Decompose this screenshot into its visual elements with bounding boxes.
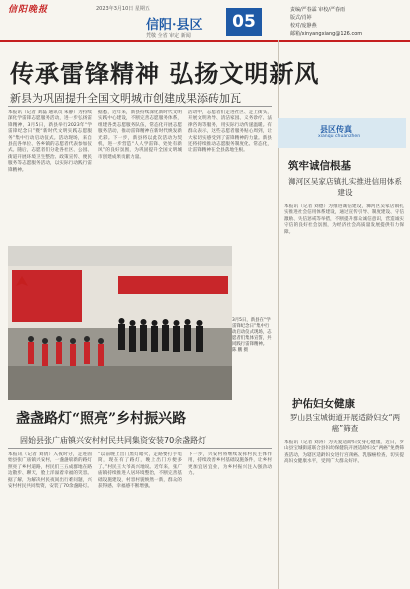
second-column-3: 下一步，兴安村将继续发挥村民主体作用，持续改善乡村基础设施条件，让乡村更加宜居宜业，为乡村振兴注入强劲动力。	[188, 452, 272, 477]
second-headline: 盏盏路灯“照亮”乡村振兴路	[16, 411, 187, 427]
page-header	[0, 0, 410, 42]
photo-caption: 3月5日，新县在“学雷锋纪念日”集中行动启动仪式现场，志愿者们集体宣誓，共同践行雷锋精神。 陈 鹏 摄	[232, 318, 272, 353]
sidebar-story2-headline: 护佑妇女健康	[292, 398, 355, 410]
sidebar-story1-body: 本报讯（记者 刘德）为推进诚信建设，浉河区吴家店镇扎实推进社会信用体系建设，通过宣传引导、制度建设、守信激励、失信惩戒等举措，不断提升群众诚信意识，营造诚实守信的良好社会氛围，为经济社会高质量发展提供有力保障。	[284, 204, 404, 235]
second-subhead: 固始县张广庙镇兴安村村民共同集资安装70余盏路灯	[20, 436, 207, 445]
lead-subhead: 新县为巩固提升全国文明城市创建成果添砖加瓦	[10, 92, 241, 105]
lead-column-3: 活动中，志愿者们走进社区、走上街头，开展文明劝导、清洁家园、义务诊疗、法律咨询等服务，用实际行动传递温暖。有群众表示，这些志愿者服务贴心周到，让大家切实感受到了雷锋精神的力量。新县还将持续推动志愿服务制度化、常态化，让雷锋精神在全县落地生根。	[188, 110, 272, 154]
divider	[8, 448, 272, 449]
sidebar-story2-subhead: 罗山县宝城街道开展适龄妇女“两癌”筛查	[289, 413, 401, 433]
lead-column-2: 据悉，近年来，新县持续深化新时代文明实践中心建设，不断完善志愿服务体系，组建各类志愿服务队伍，常态化开展志愿服务活动，推动雷锋精神在新时代焕发新光彩。下一步，新县将以此次活动为契机，进一步营造“人人学雷锋、处处有新风”的良好氛围，为巩固提升全国文明城市创建成果贡献力量。	[98, 110, 182, 160]
divider	[8, 106, 272, 107]
sidebar-story1-headline: 筑牢诚信根基	[288, 160, 351, 172]
sidebar-banner-subtitle: xianqu chuanzhen	[318, 134, 361, 139]
second-column-1: 本报讯（记者 刘倩）入夜时分，走进固始县张广庙镇兴安村，一盏盏崭新的路灯照亮了乡村道路，村民们三五成群地在路边散步、聊天，脸上洋溢着幸福的笑容。据了解，为解决村民夜间出行难问题，兴安村村民共同集资，安装了70余盏路灯。	[8, 452, 92, 490]
sidebar-story2-body: 本报讯（记者 刘涛）为关爱适龄妇女身心健康，近日，罗山县宝城街道联合县妇幼保健院开展适龄妇女“两癌”免费筛查活动，为辖区适龄妇女进行宫颈癌、乳腺癌检查，切实提高妇女健康水平，受到广大群众好评。	[284, 440, 404, 465]
lead-column-1: 本报讯（记者 刘磊 通讯员 朱静）为持续深化学雷锋志愿服务活动，进一步弘扬雷锋精神，3月5日，新县举行2023年“学雷锋纪念日”暨“新时代文明实践志愿服务”集中行动启动仪式。活动现场，来自县直各单位、各乡镇的志愿者代表参加仪式。随后，志愿者们分赴各社区、公园、街道开展环境卫生整治、政策宣传、便民服务等志愿服务活动，以实际行动践行雷锋精神。	[8, 110, 92, 173]
editor-line: 版式/肖婷	[290, 15, 312, 21]
editor-credits	[290, 6, 362, 38]
newspaper-logo: 信阳晚报	[8, 5, 49, 15]
section-name: 信阳·县区	[146, 18, 203, 33]
editor-line: 邮箱/xinyangxiang@126.com	[290, 31, 363, 37]
sidebar-story1-subhead: 浉河区吴家店镇扎实推进信用体系建设	[288, 177, 402, 197]
editor-line: 责编/严春霖 审校/严春雨	[290, 7, 345, 13]
sidebar-banner-title: 县区传真	[320, 125, 352, 134]
date-line: 2023年3月10日 星期五	[96, 6, 150, 12]
editor-line: 校对/庞静燕	[290, 23, 317, 29]
second-column-2: “以前晚上出门黑灯瞎火，走路要打手电筒，现在有了路灯，晚上出门方便多了。”村民王大爷高兴地说。近年来，张广庙镇持续推进人居环境整治，不断完善基础设施建设，村容村貌焕然一新，群众的获得感、幸福感不断增强。	[98, 452, 182, 490]
section-subtitle: 凭敬 全省 审定 新闻	[146, 33, 191, 39]
page-number: 05	[226, 8, 262, 36]
lead-headline: 传承雷锋精神 弘扬文明新风	[10, 59, 320, 88]
